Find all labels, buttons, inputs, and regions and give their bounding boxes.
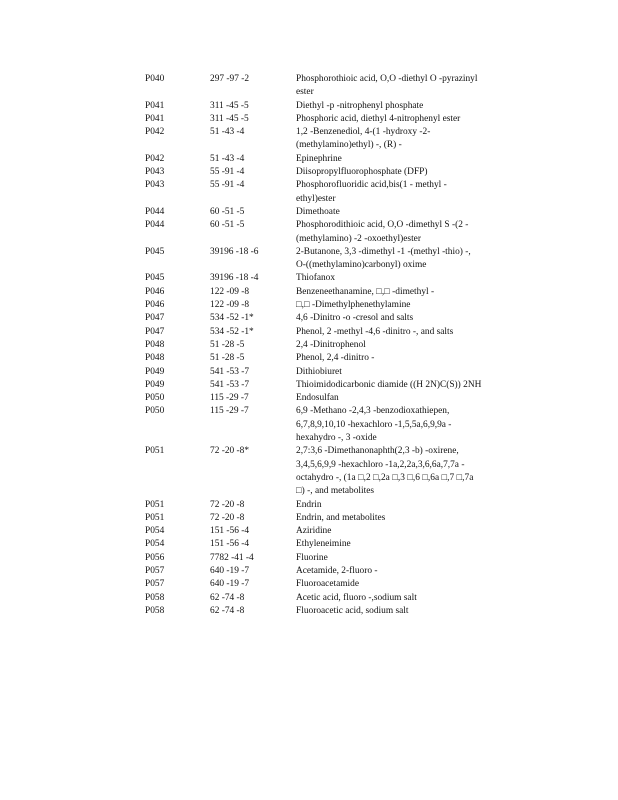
substance-name: Thiofanox (296, 273, 336, 284)
table-row (145, 286, 485, 299)
substance-name: Fluoroacetamide (296, 579, 359, 590)
cas-number: 541 -53 -7 (210, 366, 250, 377)
substance-name: 6,9 -Methano -2,4,3 -benzodioxathiepen, 6,7,8,9,10,10 -hexachloro -1,5,5a,6,9,9a -hexahydro -, 3 -oxide (296, 406, 452, 444)
substance-name: Benzeneethanamine, □,□ -dimethyl - (296, 286, 435, 297)
waste-code: P054 (145, 526, 165, 537)
cas-number: 51 -28 -5 (210, 353, 245, 364)
cas-number: 7782 -41 -4 (210, 552, 254, 563)
table-row (145, 605, 485, 618)
substance-name: Acetic acid, fluoro -,sodium salt (296, 592, 417, 603)
table-row (145, 326, 485, 339)
cas-number: 122 -09 -8 (210, 300, 250, 311)
substance-name: Aziridine (296, 526, 332, 537)
cas-number: 311 -45 -5 (210, 100, 249, 111)
substance-name: □,□ -Dimethylphenethylamine (296, 300, 411, 311)
cas-number: 55 -91 -4 (210, 180, 245, 191)
waste-code: P048 (145, 353, 165, 364)
waste-code: P057 (145, 579, 165, 590)
waste-code: P043 (145, 167, 165, 178)
cas-number: 115 -29 -7 (210, 393, 249, 404)
table-row (145, 113, 485, 126)
table-row (145, 445, 485, 498)
substance-name: 4,6 -Dinitro -o -cresol and salts (296, 313, 414, 324)
cas-number: 72 -20 -8* (210, 446, 250, 457)
cas-number: 151 -56 -4 (210, 526, 250, 537)
cas-number: 51 -43 -4 (210, 127, 245, 138)
substance-name: Phosphorodithioic acid, O,O -dimethyl S -(2 -(methylamino) -2 -oxoethyl)ester (296, 220, 469, 244)
cas-number: 39196 -18 -4 (210, 273, 259, 284)
table-row (145, 246, 485, 273)
waste-code: P048 (145, 339, 165, 350)
substance-name: Endosulfan (296, 393, 339, 404)
waste-code: P054 (145, 539, 165, 550)
waste-code: P051 (145, 512, 165, 523)
waste-code: P046 (145, 300, 165, 311)
waste-code: P046 (145, 286, 165, 297)
cas-number: 534 -52 -1* (210, 326, 254, 337)
substance-name: 2,4 -Dinitrophenol (296, 339, 366, 350)
cas-number: 640 -19 -7 (210, 579, 250, 590)
table-row (145, 538, 485, 551)
cas-number: 55 -91 -4 (210, 167, 245, 178)
waste-code: P049 (145, 366, 165, 377)
waste-code: P057 (145, 565, 165, 576)
cas-number: 151 -56 -4 (210, 539, 250, 550)
table-row (145, 392, 485, 405)
substance-name: Phenol, 2 -methyl -4,6 -dinitro -, and salts (296, 326, 454, 337)
table-row (145, 339, 485, 352)
substance-name: Acetamide, 2-fluoro - (296, 565, 378, 576)
substance-name: Phosphoric acid, diethyl 4-nitrophenyl ester (296, 113, 461, 124)
waste-code: P056 (145, 552, 165, 563)
waste-code: P044 (145, 206, 165, 217)
waste-code: P041 (145, 113, 165, 124)
substance-name: Dithiobiuret (296, 366, 342, 377)
substance-name: Epinephrine (296, 153, 342, 164)
waste-code: P042 (145, 153, 165, 164)
table-row (145, 100, 485, 113)
waste-code: P058 (145, 605, 165, 616)
waste-code: P051 (145, 499, 165, 510)
table-row (145, 73, 485, 100)
table-row (145, 299, 485, 312)
cas-number: 60 -51 -5 (210, 206, 245, 217)
substance-name: Fluorine (296, 552, 328, 563)
waste-code: P051 (145, 446, 165, 457)
table-row (145, 379, 485, 392)
substance-name: Phenol, 2,4 -dinitro - (296, 353, 375, 364)
table-row (145, 352, 485, 365)
table-row (145, 499, 485, 512)
substance-name: 2,7:3,6 -Dimethanonaphth(2,3 -b) -oxirene, 3,4,5,6,9,9 -hexachloro -1a,2,2a,3,6,6a,7,7a -octahydro -, (1a □,2 □,2a □,3 □,6 □,6a □,7 □,7a □) -, and metabolites (296, 446, 474, 497)
cas-number: 297 -97 -2 (210, 74, 250, 84)
substance-name: 1,2 -Benzenediol, 4-(1 -hydroxy -2-(methylamino)ethyl) -, (R) - (296, 127, 431, 151)
waste-code: P045 (145, 273, 165, 284)
substance-name: Dimethoate (296, 206, 340, 217)
cas-number: 541 -53 -7 (210, 379, 250, 390)
substance-name: Fluoroacetic acid, sodium salt (296, 605, 409, 616)
waste-code: P040 (145, 74, 165, 84)
substance-name: 2-Butanone, 3,3 -dimethyl -1 -(methyl -thio) -, O-((methylamino)carbonyl) oxime (296, 246, 471, 271)
waste-code: P050 (145, 393, 165, 404)
cas-number: 534 -52 -1* (210, 313, 254, 324)
table-row (145, 272, 485, 285)
table-row (145, 126, 485, 153)
substance-name: Ethyleneimine (296, 539, 351, 550)
table-row (145, 312, 485, 325)
substance-name: Phosphorofluoridic acid,bis(1 - methyl -ethyl)ester (296, 180, 447, 204)
cas-number: 62 -74 -8 (210, 592, 245, 603)
substance-name: Thioimidodicarbonic diamide ((H 2N)C(S)) 2NH (296, 379, 482, 390)
table-row (145, 206, 485, 219)
waste-code: P043 (145, 180, 165, 191)
substance-name: Diethyl -p -nitrophenyl phosphate (296, 100, 424, 111)
cas-number: 62 -74 -8 (210, 605, 245, 616)
cas-number: 72 -20 -8 (210, 499, 245, 510)
table-row (145, 153, 485, 166)
table-row (145, 592, 485, 605)
hazardous-waste-table (145, 73, 485, 618)
waste-code: P050 (145, 406, 165, 417)
table-row (145, 552, 485, 565)
substance-name: Diisopropylfluorophosphate (DFP) (296, 167, 428, 178)
waste-code: P041 (145, 100, 165, 111)
waste-code: P047 (145, 326, 165, 337)
cas-number: 72 -20 -8 (210, 512, 245, 523)
substance-name: Endrin (296, 499, 322, 510)
table-row (145, 512, 485, 525)
waste-code: P044 (145, 220, 165, 231)
table-row (145, 405, 485, 445)
table-row (145, 525, 485, 538)
cas-number: 60 -51 -5 (210, 220, 245, 231)
waste-code: P058 (145, 592, 165, 603)
table-row (145, 179, 485, 206)
waste-code: P045 (145, 246, 165, 257)
cas-number: 122 -09 -8 (210, 286, 250, 297)
substance-name: Phosphorothioic acid, O,O -diethyl O -pyrazinyl ester (296, 74, 478, 98)
cas-number: 311 -45 -5 (210, 113, 249, 124)
cas-number: 39196 -18 -6 (210, 246, 259, 257)
waste-code: P049 (145, 379, 165, 390)
table-row (145, 166, 485, 179)
cas-number: 51 -28 -5 (210, 339, 245, 350)
substance-name: Endrin, and metabolites (296, 512, 386, 523)
table-row (145, 565, 485, 578)
waste-code: P047 (145, 313, 165, 324)
cas-number: 51 -43 -4 (210, 153, 245, 164)
cas-number: 115 -29 -7 (210, 406, 249, 417)
cas-number: 640 -19 -7 (210, 565, 250, 576)
table-row (145, 219, 485, 246)
waste-code: P042 (145, 127, 165, 138)
table-row (145, 366, 485, 379)
table-row (145, 578, 485, 591)
